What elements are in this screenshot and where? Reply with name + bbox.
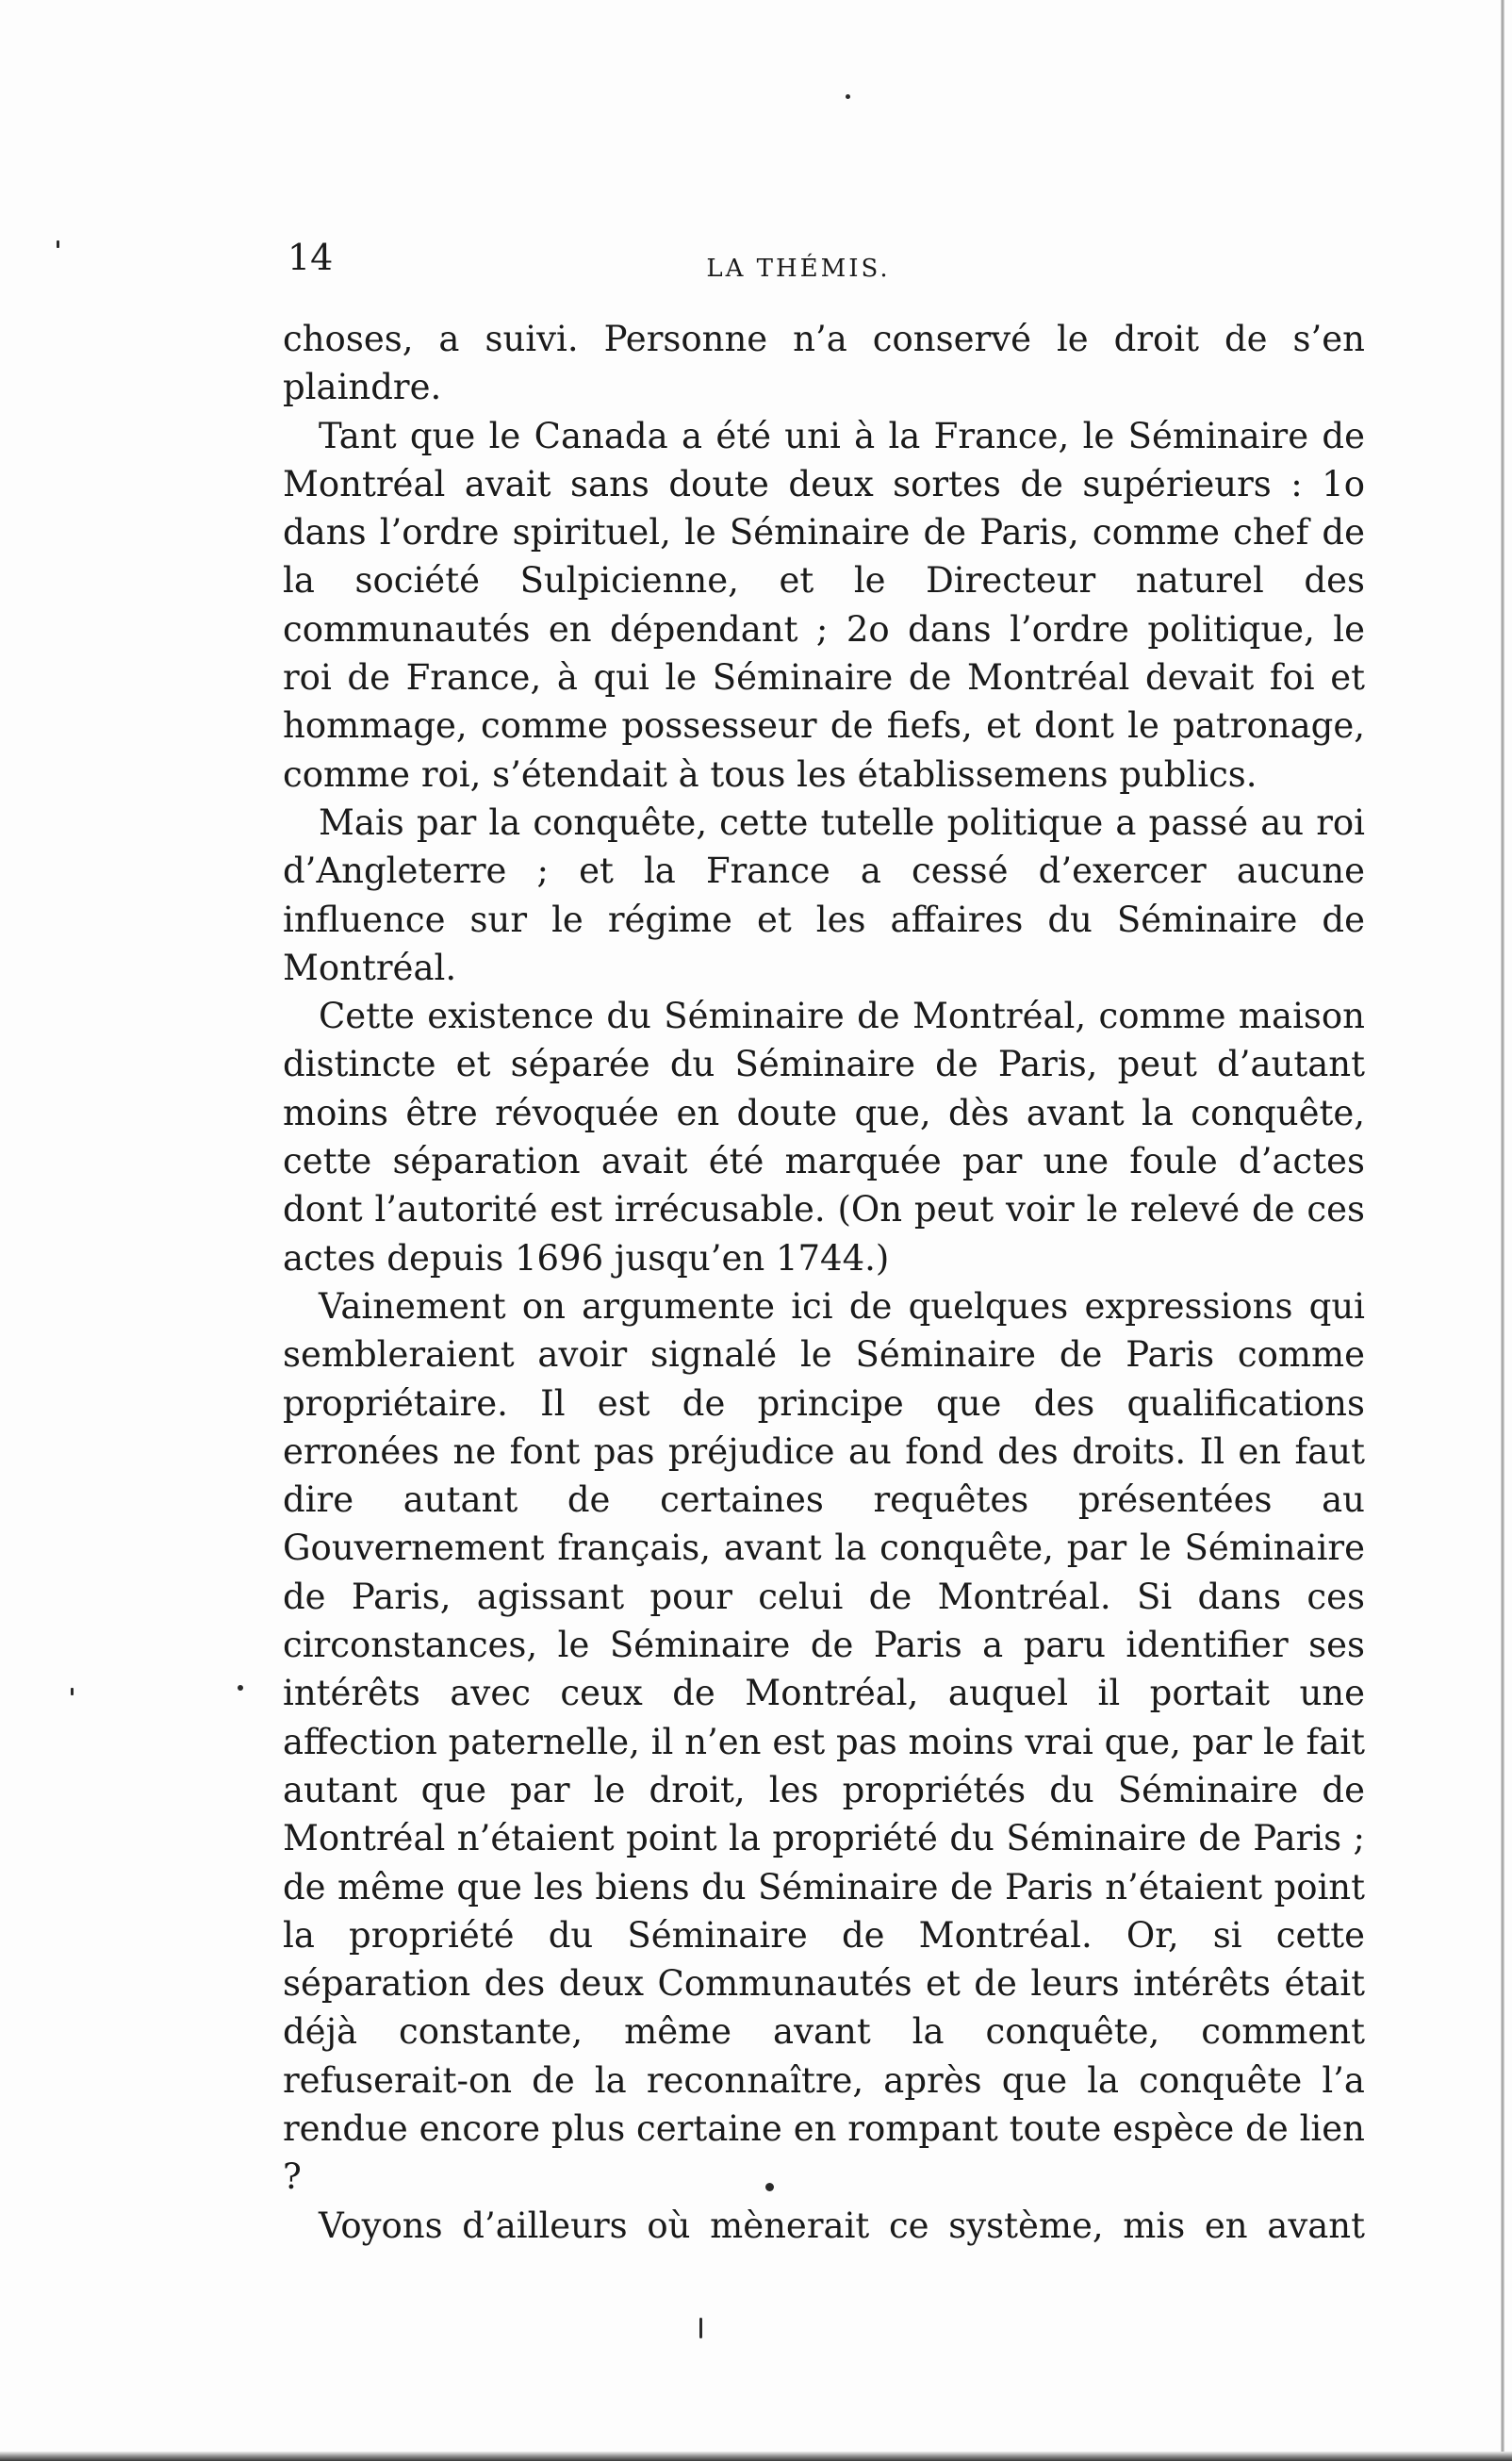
print-speck bbox=[699, 2318, 702, 2338]
page-right-edge bbox=[1501, 0, 1504, 2461]
paragraph: choses, a suivi. Personne n’a conservé le droit de s’en plaindre. bbox=[283, 319, 1365, 408]
paragraph: Vainement on argumente ici de quelques expressions qui sembleraient avoir signalé le Séminaire de Paris comme propriétaire. Il est de principe que des qualifications erronées ne font pas préjudice au fond des droits. Il en faut dire autant de certaines requêtes présentées au Gouvernement français, avant la conquête, par le Séminaire de Paris, agissant pour celui de Montréal. Si dans ces circonstances, le Séminaire de Paris a paru identifier ses intérêts avec ceux de Montréal, auquel il portait une affection paternelle, il n’en est pas moins vrai que, par le fait autant que par le droit, les propriétés du Séminaire de Montréal n’étaient point la propriété du Séminaire de Paris ; de même que les biens du Séminaire de Paris n’étaient point la propriété du Séminaire de Montréal. Or, si cette séparation des deux Communautés et de leurs intérêts était déjà constante, même avant la conquête, comment refuserait-on de la reconnaître, après que la conquête l’a rendue encore plus certaine en rompant toute espèce de lien ? bbox=[283, 1285, 1365, 2198]
print-speck bbox=[71, 1688, 74, 1695]
print-speck bbox=[238, 1685, 243, 1691]
print-speck bbox=[57, 240, 59, 248]
paragraph: Tant que le Canada a été uni à la France, le Séminaire de Montréal avait sans doute deux sortes de supérieurs : 1o dans l’ordre spirituel, le Séminaire de Paris, comme chef de la société Sulpicienne, et le Directeur naturel des communautés en dépendant ; 2o dans l’ordre politique, le roi de France, à qui le Séminaire de Montréal devait foi et hommage, comme possesseur de fiefs, et dont le patronage, comme roi, s’étendait à tous les établissemens publics. bbox=[283, 415, 1365, 795]
print-speck bbox=[765, 2183, 774, 2191]
body-text bbox=[283, 315, 1365, 2250]
page-number: 14 bbox=[288, 237, 334, 278]
paragraph: Mais par la conquête, cette tutelle politique a passé au roi d’Angleterre ; et la France a cessé d’exercer aucune influence sur le régime et les affaires du Séminaire de Montréal. bbox=[283, 801, 1365, 988]
page-bottom-edge bbox=[0, 2452, 1512, 2461]
running-head: LA THÉMIS. bbox=[706, 255, 891, 283]
print-speck bbox=[846, 94, 850, 99]
paragraph: Cette existence du Séminaire de Montréal, comme maison distincte et séparée du Séminaire de Paris, peut d’autant moins être révoquée en doute que, dès avant la conquête, cette séparation avait été marquée par une foule d’actes dont l’autorité est irrécusable. (On peut voir le relevé de ces actes depuis 1696 jusqu’en 1744.) bbox=[283, 996, 1365, 1279]
paragraph: Voyons d’ailleurs où mènerait ce système, mis en avant bbox=[319, 2205, 1365, 2246]
